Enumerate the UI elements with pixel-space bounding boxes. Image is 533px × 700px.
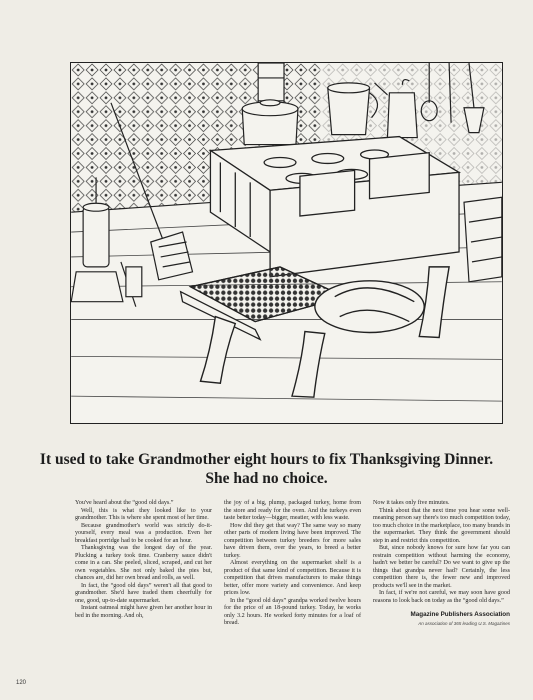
column-1 xyxy=(75,500,212,628)
stove-drawing xyxy=(71,63,502,423)
paragraph: In fact, if we're not careful, we may soon have good reasons to look back on today as the “good old days.” xyxy=(373,590,510,604)
paragraph: Now it takes only five minutes. xyxy=(373,500,450,506)
advertiser-signature: Magazine Publishers Association xyxy=(410,611,510,618)
page-number: 120 xyxy=(16,680,27,686)
paragraph: But, since nobody knows for sure how far you can restrain competition without harming the economy, hadn't we better be careful? Do we want to give up the things that grandpa never had? Certainly, the less competition there is, the fewer new and improved products we'll see in the market. xyxy=(373,545,510,589)
body-copy xyxy=(75,500,510,628)
paragraph: You've heard about the “good old days.” xyxy=(75,500,174,506)
stove-illustration xyxy=(70,62,503,424)
paragraph: Instant oatmeal might have given her another hour in bed in the morning. And oh, xyxy=(75,605,212,619)
paragraph: In fact, the “good old days” weren't all that good to grandmother. She'd have traded them cheerfully for one, good, up-to-date supermarket. xyxy=(75,582,212,604)
paragraph: Well, this is what they looked like to your grandmother. This is where she spent most of her time. xyxy=(75,507,212,521)
paragraph: Thanksgiving was the longest day of the year. Plucking a turkey took time. Cranberry sauce didn't come in a can. She peeled, sliced, scraped, and cut her own vegetables. She not only baked the pies but, chances are, did her own bread and rolls, as well. xyxy=(75,545,212,581)
basket xyxy=(464,197,502,282)
advertiser-tagline: An association of 365 leading U.S. Magazines xyxy=(418,620,510,626)
column-2 xyxy=(224,500,361,628)
headline-line-1: It used to take Grandmother eight hours to fix Thanksgiving Dinner. xyxy=(39,451,494,468)
paragraph: Because grandmother's world was strictly do-it-yourself, every meal was a production. Even her breakfast porridge had to be cooked for an hour. xyxy=(75,522,212,544)
paragraph: Almost everything on the supermarket shelf is a product of that same kind of competition. Because it is competition that drives manufacturers to make things better, offer more variety and convenience. And keep prices low. xyxy=(224,560,361,596)
paragraph: In the “good old days” grandpa worked twelve hours for the price of an 18-pound turkey. Today, he works only 3.2 hours. He worked forty minutes for a loaf of bread. xyxy=(224,597,361,626)
headline-line-2: She had no choice. xyxy=(205,470,328,487)
headline xyxy=(30,450,503,488)
paragraph: How did they get that way? The same way so many other parts of modern living have been improved. The competition between turkey breeders for more sales have driven them, over the years, to breed a better turkey. xyxy=(224,522,361,559)
paragraph: Think about that the next time you hear some well-meaning person say there's too much competition today, too much choice in the marketplace, too many brands in the supermarket. They think the government should step in and restrict this competition. xyxy=(373,507,510,544)
paragraph: the joy of a big, plump, packaged turkey, home from the store and ready for the oven. And the turkeys even taste better today—bigger, meatier, with less waste. xyxy=(224,500,361,521)
column-3 xyxy=(373,500,510,628)
